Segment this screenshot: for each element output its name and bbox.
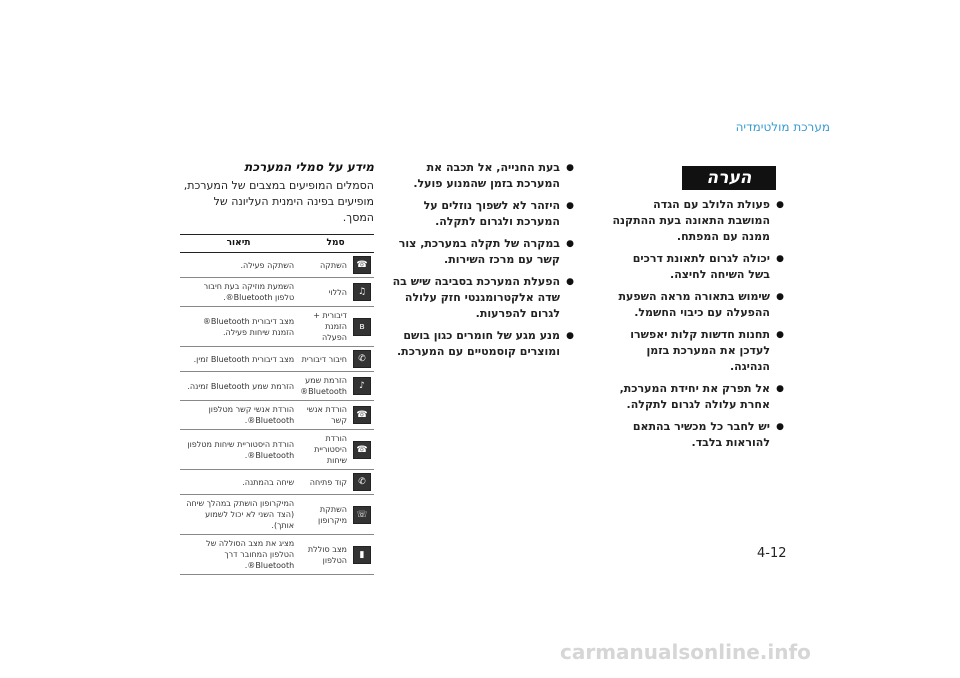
mute-call-icon: ✆ xyxy=(353,473,371,491)
contacts-icon: ☎ xyxy=(353,406,371,424)
watermark: carmanualsonline.info xyxy=(560,640,811,664)
table-row xyxy=(180,495,374,535)
icons-section xyxy=(180,160,374,575)
icon-name: השתקה xyxy=(297,253,350,278)
page-number: 4-12 xyxy=(757,546,787,561)
note-bullet: ● אל תפרק את יחידת המערכת, אחרת עלולה לגרום לתקלה. xyxy=(612,381,784,413)
battery-icon: ▮ xyxy=(353,546,371,564)
icon-name: הללוי xyxy=(297,278,350,307)
icon-description: מצב דיבורית Bluetooth® הזמנת שיחות פעילה. xyxy=(180,307,297,347)
note-bullet: ● שימוש בתאורה מראה השפעת ההפעלה עם כיבוי החשמל. xyxy=(612,289,784,321)
bluetooth-call-icon: ✆ xyxy=(353,350,371,368)
icon-description: שיחה בהמתנה. xyxy=(180,470,297,495)
note-bullet: ● תחנות חדשות קלות יאפשרו לעדכן את המערכת בזמן הנהיגה. xyxy=(612,327,784,375)
icons-table xyxy=(180,234,374,575)
note-bullet: ● במקרה של תקלה במערכת, צור קשר עם מרכז השירות. xyxy=(386,236,574,268)
icon-name: הזרמת שמע Bluetooth® xyxy=(297,372,350,401)
icon-description: השמעת מוזיקה בעת חיבור טלפון Bluetooth®. xyxy=(180,278,297,307)
icons-table-header-description: תיאור xyxy=(180,235,297,253)
section-header: מערכת מולטימדיה xyxy=(735,120,830,134)
icons-section-body: הסמלים המופיעים במצבים של המערכת, מופיעים בפינה הימנית העליונה של המסך. xyxy=(183,179,374,224)
icon-description: הורדת אנשי קשר מטלפון Bluetooth®. xyxy=(180,401,297,430)
table-row xyxy=(180,535,374,575)
note-bullet: ● מנע מגע של חומרים כגון בושם ומוצרים קוסמטיים עם המערכת. xyxy=(386,328,574,360)
icon-name: הורדת היסטוריית שיחות xyxy=(297,430,350,470)
table-row xyxy=(180,372,374,401)
icon-description: הורדת היסטוריית שיחות מטלפון Bluetooth®. xyxy=(180,430,297,470)
note-column-right xyxy=(612,197,784,457)
phone-icon: ☎ xyxy=(353,256,371,274)
icon-description: השתקה פעילה. xyxy=(180,253,297,278)
table-row xyxy=(180,401,374,430)
note-more-bullets xyxy=(386,160,574,360)
note-bullet: ● היזהר לא לשפוך נוזלים על המערכת ולגרום לתקלה. xyxy=(386,198,574,230)
table-row xyxy=(180,307,374,347)
table-row xyxy=(180,430,374,470)
note-bullets xyxy=(612,197,784,451)
icon-name: קוד פתיחה xyxy=(297,470,350,495)
icon-name: השתקת מיקרופון xyxy=(297,495,350,535)
icon-description: המיקרופון הושתק במהלך שיחה (הצד השני לא יכול לשמוע אותך). xyxy=(180,495,297,535)
note-bullet: ● פעולת הלולב עם הגדה המושבת התאונה בעת ההתקנה ממנה עם המפתח. xyxy=(612,197,784,245)
note-bullet: ● הפעלת המערכת בסביבה שיש בה שדה אלקטרומגנטי חזק עלולה לגרום להפרעות. xyxy=(386,274,574,322)
icon-description: מציג את מצב הסוללה של הטלפון המחובר דרך Bluetooth®. xyxy=(180,535,297,575)
icon-name: חיבור דיבורית xyxy=(297,347,350,372)
note-bullet: ● יכולה לגרום לתאונת דרכים בשל השיחה לחיצה. xyxy=(612,251,784,283)
audio-icon: ♫ xyxy=(353,283,371,301)
table-row xyxy=(180,347,374,372)
icon-description: מצב דיבורית Bluetooth זמין. xyxy=(180,347,297,372)
note-bullet: ● יש לחבר כל מכשיר בהתאם להוראות בלבד. xyxy=(612,419,784,451)
icon-description: הזרמת שמע Bluetooth זמינה. xyxy=(180,372,297,401)
icon-name: הורדת אנשי קשר xyxy=(297,401,350,430)
icon-name: מצב סוללת הטלפון xyxy=(297,535,350,575)
note-title: הערה xyxy=(682,166,776,190)
table-row xyxy=(180,470,374,495)
history-icon: ☎ xyxy=(353,441,371,459)
table-row xyxy=(180,278,374,307)
bluetooth-icon: ʙ xyxy=(353,318,371,336)
note-bullet: ● בעת החנייה, אל תכבה את המערכת בזמן שהמנוע פועל. xyxy=(386,160,574,192)
bluetooth-audio-icon: ♪ xyxy=(353,377,371,395)
note-column-middle xyxy=(386,160,574,366)
icons-section-title: מידע על סמלי המערכת xyxy=(244,160,374,174)
icon-name: דיבורית + הזמנת הפעלה xyxy=(297,307,350,347)
icons-table-header-symbol: סמל xyxy=(297,235,374,253)
table-row xyxy=(180,253,374,278)
mic-icon: ☏ xyxy=(353,506,371,524)
